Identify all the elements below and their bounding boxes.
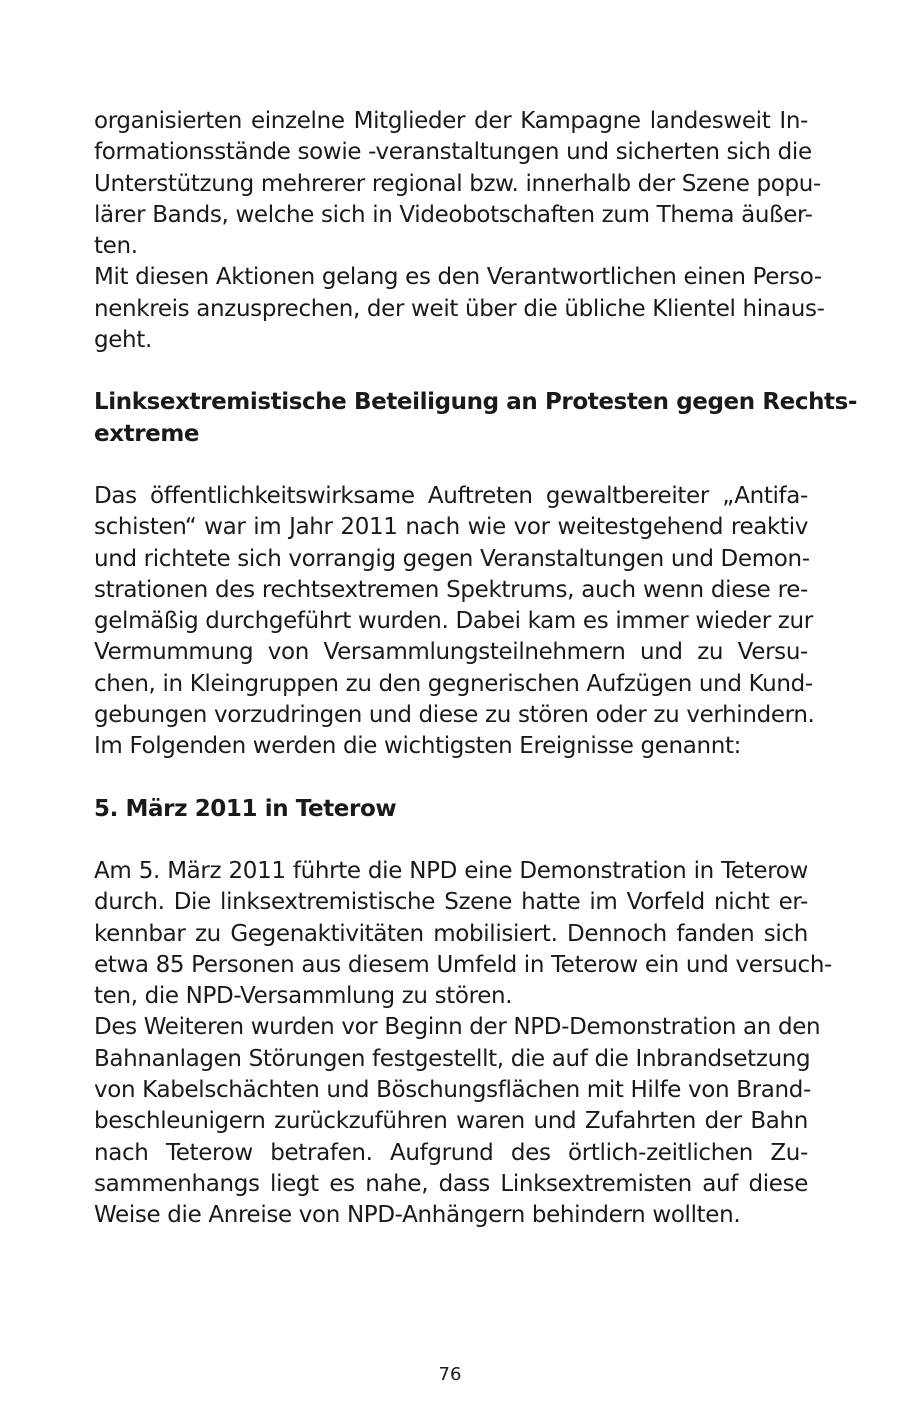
text-line: geht. [94,327,152,354]
paragraph-spacer [94,450,808,481]
paragraph-intro [94,106,821,262]
text-line: Unterstützung mehrerer regional bzw. innerhalb der Szene popu- [94,170,821,197]
paragraph-antifa [94,481,815,763]
text-line: ten. [94,233,138,260]
text-line: formationsstände sowie -veranstaltungen und sicherten sich die [94,139,812,166]
text-line: strationen des rechtsextremen Spektrums, auch wenn diese re- [94,576,808,603]
text-line: ten, die NPD-Versammlung zu stören. [94,983,513,1010]
text-line: schisten“ war im Jahr 2011 nach wie vor weitestgehend reaktiv [94,514,808,541]
text-line: chen, in Kleingruppen zu den gegnerischen Aufzügen und Kund- [94,670,813,697]
text-line: nach Teterow betrafen. Aufgrund des örtlich-zeitlichen Zu- [94,1139,808,1166]
text-line: gelmäßig durchgeführt wurden. Dabei kam es immer wieder zur [94,608,813,635]
text-line: Weise die Anreise von NPD-Anhängern behindern wollten. [94,1202,741,1229]
text-line: etwa 85 Personen aus diesem Umfeld in Teterow ein und versuch- [94,951,833,978]
text-line: sammenhangs liegt es nahe, dass Linksextremisten auf diese [94,1170,808,1197]
paragraph-teterow [94,856,833,1012]
text-line: Im Folgenden werden die wichtigsten Ereignisse genannt: [94,733,742,760]
text-line: lärer Bands, welche sich in Videobotschaften zum Thema äußer- [94,201,813,228]
text-line: Das öffentlichkeitswirksame Auftreten gewaltbereiter „Antifa- [94,482,808,509]
text-line: von Kabelschächten und Böschungsflächen mit Hilfe von Brand- [94,1077,811,1104]
paragraph-spacer [94,763,808,794]
text-line: gebungen vorzudringen und diese zu stören oder zu verhindern. [94,702,815,729]
paragraph-railway [94,1012,821,1231]
text-line: Vermummung von Versammlungsteilnehmern und zu Versu- [94,639,808,666]
text-line: Bahnanlagen Störungen festgestellt, die auf die Inbrandsetzung [94,1045,811,1072]
text-line: Des Weiteren wurden vor Beginn der NPD-Demonstration an den [94,1014,821,1041]
heading-line: Linksextremistische Beteiligung an Protesten gegen Rechts- [94,389,858,416]
heading-line: extreme [94,420,200,447]
text-line: kennbar zu Gegenaktivitäten mobilisiert. Dennoch fanden sich [94,920,808,947]
text-line: beschleunigern zurückzuführen waren und Zufahrten der Bahn [94,1108,808,1135]
text-line: durch. Die linksextremistische Szene hatte im Vorfeld nicht er- [94,889,808,916]
section-heading-teterow: 5. März 2011 in Teterow [94,795,397,822]
text-line: Mit diesen Aktionen gelang es den Verantwortlichen einen Perso- [94,264,822,291]
text-line: Am 5. März 2011 führte die NPD eine Demonstration in Teterow [94,857,808,884]
text-line: und richtete sich vorrangig gegen Veranstaltungen und Demon- [94,545,810,572]
page-number: 76 [438,1364,462,1385]
paragraph-spacer [94,356,808,387]
section-heading-left-participation [94,387,858,450]
page-body [94,106,858,1232]
paragraph-spacer [94,825,808,856]
text-line: nenkreis anzusprechen, der weit über die übliche Klientel hinaus- [94,295,825,322]
paragraph-actions [94,262,825,356]
text-line: organisierten einzelne Mitglieder der Kampagne landesweit In- [94,108,808,134]
